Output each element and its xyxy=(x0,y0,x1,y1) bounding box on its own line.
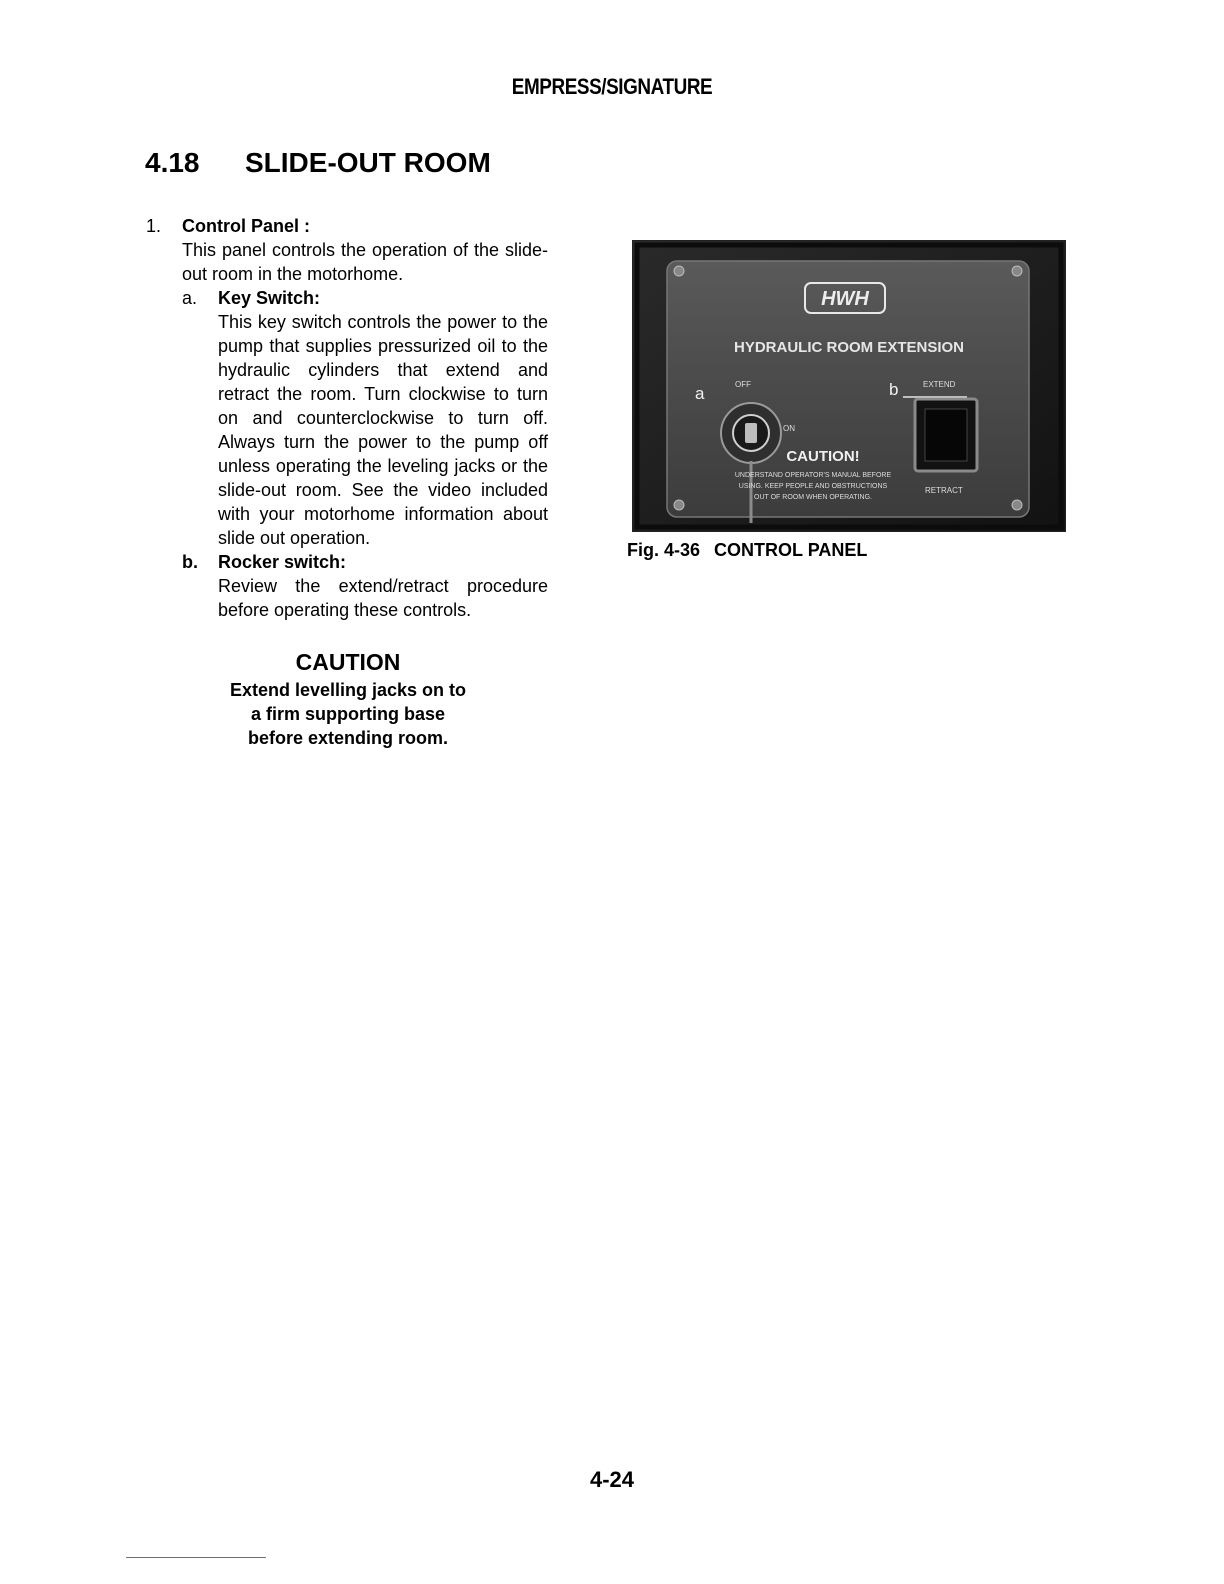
caution-line: Extend levelling jacks on to xyxy=(229,680,467,700)
retract-label: RETRACT xyxy=(925,486,963,495)
caution-label: CAUTION! xyxy=(786,448,860,465)
running-header: EMPRESS/SIGNATURE xyxy=(511,74,713,99)
callout-b: b xyxy=(889,380,899,399)
item-label: Control Panel : xyxy=(182,216,311,236)
screw-icon xyxy=(1012,500,1022,510)
control-panel-photo xyxy=(632,240,1066,532)
panel-title: HYDRAULIC ROOM EXTENSION xyxy=(733,339,965,356)
caution-line: before extending room. xyxy=(247,728,449,748)
section-heading xyxy=(145,147,491,179)
extend-label: EXTEND xyxy=(923,380,956,389)
callout-a: a xyxy=(695,384,705,403)
rocker-paddle-icon xyxy=(925,409,967,461)
caution-title: CAUTION xyxy=(295,649,401,675)
sub-marker-b: b. xyxy=(182,552,198,572)
control-panel-item xyxy=(146,214,548,622)
logo-text: HWH xyxy=(821,288,869,310)
sub-marker-a: a. xyxy=(182,288,198,308)
rocker-switch-label: Rocker switch: xyxy=(218,552,347,572)
figure-caption xyxy=(627,540,867,561)
screw-icon xyxy=(674,500,684,510)
screw-icon xyxy=(674,266,684,276)
off-label: OFF xyxy=(735,380,751,389)
control-panel-illustration xyxy=(633,241,1065,531)
caution-box xyxy=(198,648,498,750)
caution-line-3: OUT OF ROOM WHEN OPERATING. xyxy=(754,494,872,501)
key-switch-text: This key switch controls the power to the pump that supplies pressurized oil to the hydraulic cylinders that extend and retract the room. Turn clockwise to turn on and counterclockwise to turn off. Always turn the power to the pump off unless operating the leveling jacks or the slide-out room. See the video included with your motorhome information about slide out operation. xyxy=(218,312,548,548)
section-number: 4.18 xyxy=(145,147,200,178)
key-icon xyxy=(745,423,757,443)
section-title: SLIDE-OUT ROOM xyxy=(245,147,491,178)
item-marker: 1. xyxy=(146,216,162,236)
figure-number: Fig. 4-36 xyxy=(627,540,701,560)
caution-line-2: USING. KEEP PEOPLE AND OBSTRUCTIONS xyxy=(738,483,888,490)
caution-line-1: UNDERSTAND OPERATOR'S MANUAL BEFORE xyxy=(734,472,892,479)
key-switch-item xyxy=(182,286,548,550)
rocker-switch-item xyxy=(182,550,548,622)
item-text: This panel controls the operation of the slide-out room in the motorhome. xyxy=(182,240,548,284)
footer-rule xyxy=(126,1557,266,1558)
rocker-switch-text: Review the extend/retract procedure before operating these controls. xyxy=(218,576,548,620)
figure-caption-text: CONTROL PANEL xyxy=(714,540,868,560)
screw-icon xyxy=(1012,266,1022,276)
page-number: 4-24 xyxy=(589,1467,635,1492)
on-label: ON xyxy=(783,424,795,433)
caution-line: a firm supporting base xyxy=(250,704,446,724)
key-switch-label: Key Switch: xyxy=(218,288,321,308)
